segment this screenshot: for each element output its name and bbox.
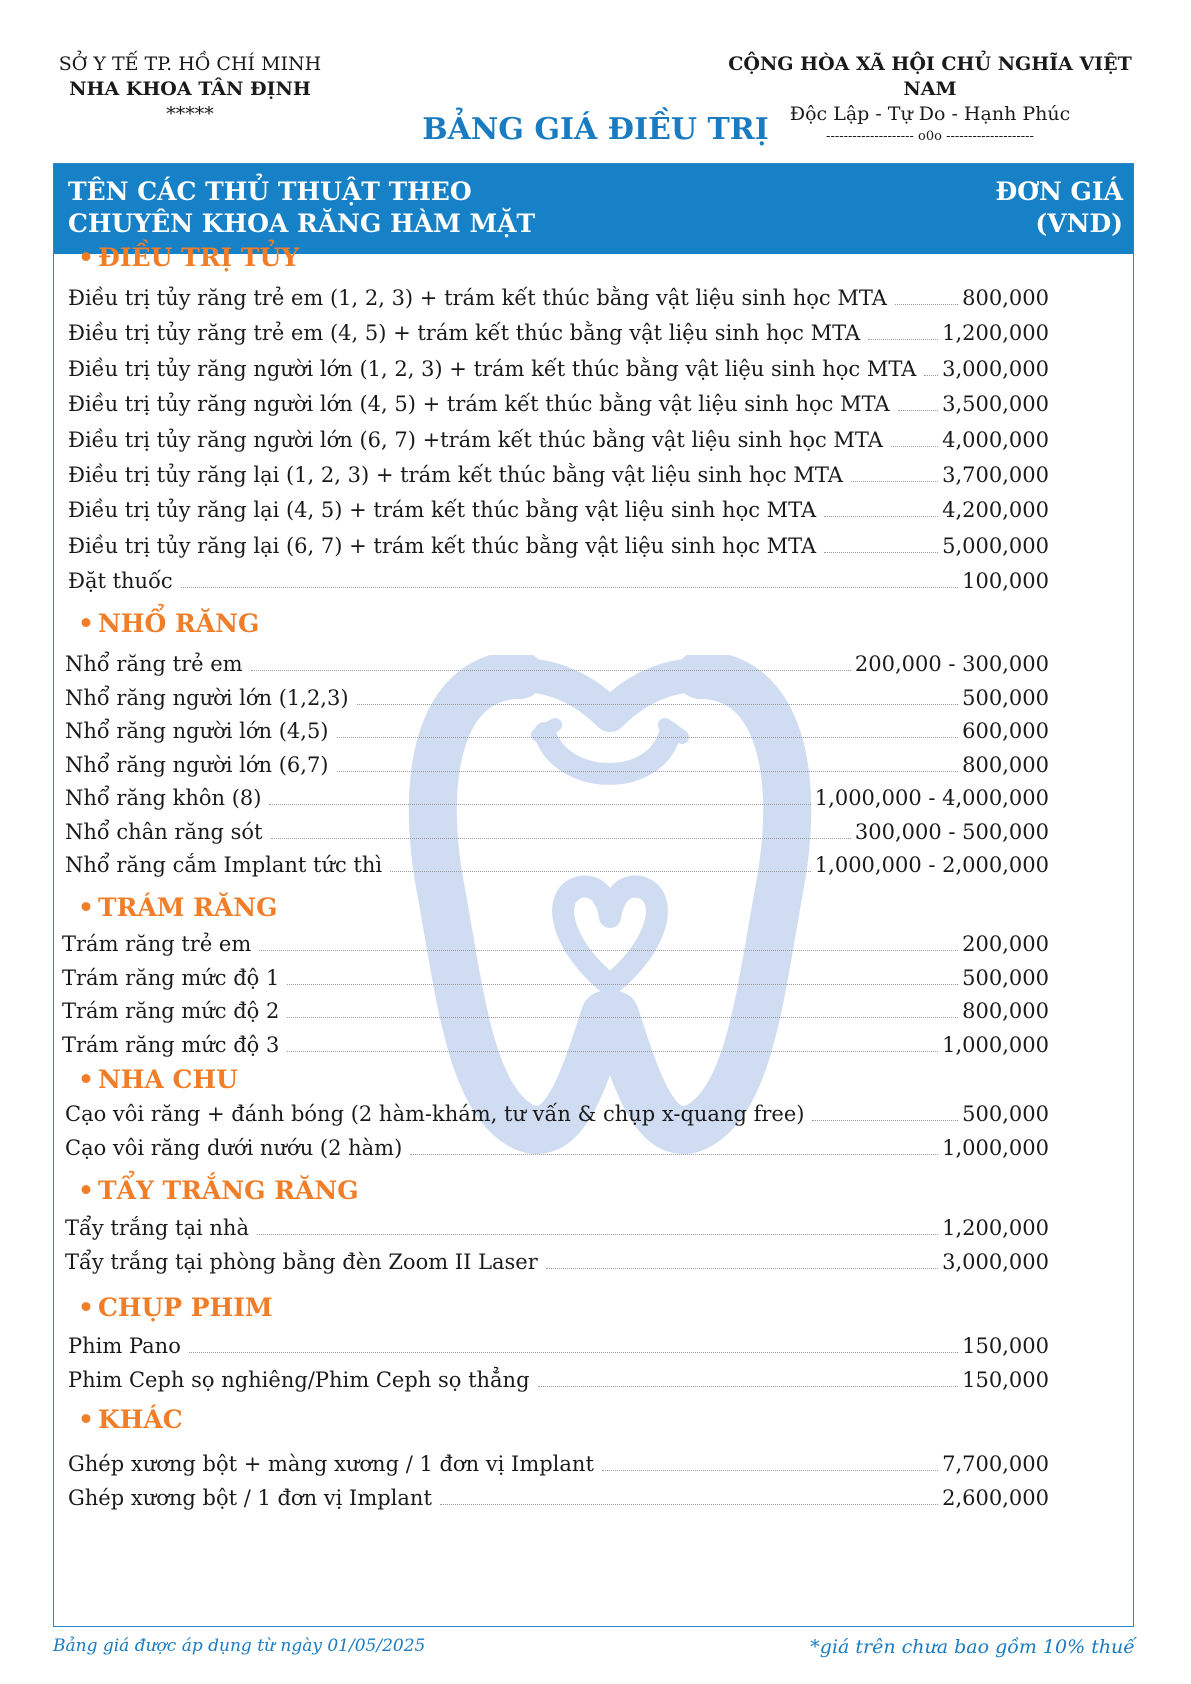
price-row bbox=[65, 848, 1049, 878]
price-row bbox=[68, 564, 1049, 594]
procedure-name: Trám răng mức độ 3 bbox=[62, 1032, 280, 1057]
dot-leader bbox=[824, 516, 938, 517]
procedure-name: Nhổ răng người lớn (6,7) bbox=[65, 752, 329, 777]
procedure-name: Điều trị tủy răng người lớn (4, 5) + trám kết thúc bằng vật liệu sinh học MTA bbox=[68, 392, 890, 417]
procedure-price: 3,000,000 bbox=[942, 1249, 1049, 1274]
section-title-text: KHÁC bbox=[97, 1405, 183, 1434]
section-title-text: CHỤP PHIM bbox=[97, 1293, 273, 1322]
dot-leader bbox=[812, 1120, 958, 1121]
section-title bbox=[78, 1065, 238, 1094]
bullet-icon: • bbox=[78, 1065, 94, 1094]
procedure-price: 500,000 bbox=[962, 685, 1049, 710]
procedure-price: 5,000,000 bbox=[942, 533, 1049, 558]
procedure-name: Nhổ răng khôn (8) bbox=[65, 786, 262, 810]
price-header-line1: ĐƠN GIÁ bbox=[995, 177, 1123, 206]
price-row bbox=[68, 1329, 1049, 1359]
procedure-price: 4,000,000 bbox=[942, 427, 1049, 452]
department-name: SỞ Y TẾ TP. HỒ CHÍ MINH bbox=[58, 53, 322, 75]
procedure-price: 1,000,000 bbox=[942, 1135, 1049, 1160]
procedure-price: 150,000 bbox=[962, 1334, 1049, 1358]
dot-leader bbox=[251, 670, 851, 671]
procedure-price: 1,000,000 - 4,000,000 bbox=[814, 786, 1049, 810]
procedure-header-line2: CHUYÊN KHOA RĂNG HÀM MẶT bbox=[68, 209, 536, 238]
section-title-text: ĐIỀU TRỊ TỦY bbox=[97, 243, 300, 272]
price-row bbox=[65, 714, 1049, 744]
procedure-price: 7,700,000 bbox=[942, 1452, 1049, 1476]
procedure-name: Nhổ răng cắm Implant tức thì bbox=[65, 853, 383, 877]
section-title bbox=[78, 243, 299, 272]
dot-leader bbox=[891, 446, 938, 447]
procedure-price: 200,000 - 300,000 bbox=[854, 652, 1049, 676]
dot-leader bbox=[895, 304, 958, 305]
procedure-price: 500,000 bbox=[962, 1102, 1049, 1126]
procedure-price: 1,200,000 bbox=[942, 321, 1049, 346]
procedure-price: 150,000 bbox=[962, 1367, 1049, 1392]
section-title-text: NHA CHU bbox=[97, 1065, 238, 1094]
dot-leader bbox=[868, 339, 938, 340]
price-row bbox=[68, 458, 1049, 488]
clinic-name: NHA KHOA TÂN ĐỊNH bbox=[69, 78, 311, 100]
price-row bbox=[62, 961, 1049, 991]
procedure-price: 3,000,000 bbox=[942, 356, 1049, 381]
price-row bbox=[65, 748, 1049, 778]
price-row bbox=[65, 681, 1049, 711]
dot-leader bbox=[851, 481, 938, 482]
price-row bbox=[68, 1363, 1049, 1393]
dot-leader bbox=[390, 871, 811, 872]
procedure-price: 3,500,000 bbox=[942, 392, 1049, 417]
procedure-price: 500,000 bbox=[962, 965, 1049, 990]
dot-leader bbox=[287, 984, 958, 985]
price-row bbox=[65, 1131, 1049, 1161]
dot-leader bbox=[271, 838, 851, 839]
tax-note: *giá trên chưa bao gồm 10% thuế bbox=[810, 1636, 1135, 1658]
header-stars: ***** bbox=[166, 103, 214, 125]
price-row bbox=[65, 815, 1049, 845]
section-title-text: NHỔ RĂNG bbox=[97, 609, 260, 638]
header-divider: -------------------- o0o -------------------- bbox=[826, 129, 1034, 144]
price-row bbox=[62, 927, 1049, 957]
procedure-price: 800,000 bbox=[962, 286, 1049, 310]
country-name: CỘNG HÒA XÃ HỘI CHỦ NGHĨA VIỆT NAM bbox=[728, 53, 1132, 100]
page-title: BẢNG GIÁ ĐIỀU TRỊ bbox=[422, 112, 769, 147]
section-title bbox=[78, 1405, 183, 1434]
price-row bbox=[68, 493, 1049, 523]
procedure-name: Trám răng mức độ 2 bbox=[62, 999, 280, 1023]
procedure-name: Tẩy trắng tại phòng bằng đèn Zoom II Laser bbox=[65, 1249, 538, 1274]
dot-leader bbox=[287, 1051, 938, 1052]
procedure-name: Nhổ răng trẻ em bbox=[65, 652, 243, 676]
price-row bbox=[65, 1097, 1049, 1127]
bullet-icon: • bbox=[78, 1293, 94, 1322]
bullet-icon: • bbox=[78, 893, 94, 922]
procedure-name: Phim Pano bbox=[68, 1334, 181, 1358]
procedure-name: Cạo vôi răng dưới nướu (2 hàm) bbox=[65, 1135, 403, 1160]
dot-leader bbox=[337, 737, 959, 738]
procedure-name: Điều trị tủy răng lại (1, 2, 3) + trám kết thúc bằng vật liệu sinh học MTA bbox=[68, 463, 843, 487]
section-title-text: TRÁM RĂNG bbox=[97, 893, 278, 922]
procedure-price: 800,000 bbox=[962, 752, 1049, 777]
procedure-price: 3,700,000 bbox=[942, 463, 1049, 487]
dot-leader bbox=[898, 410, 938, 411]
price-row bbox=[68, 352, 1049, 382]
procedure-price: 300,000 - 500,000 bbox=[854, 819, 1049, 844]
procedure-name: Nhổ răng người lớn (4,5) bbox=[65, 719, 329, 743]
section-title bbox=[78, 1176, 359, 1205]
price-row bbox=[65, 781, 1049, 811]
dot-leader bbox=[287, 1017, 958, 1018]
procedure-price: 1,200,000 bbox=[942, 1216, 1049, 1240]
dot-leader bbox=[538, 1386, 959, 1387]
procedure-name: Trám răng trẻ em bbox=[62, 932, 252, 956]
price-row bbox=[68, 1481, 1049, 1511]
procedure-name: Điều trị tủy răng trẻ em (4, 5) + trám kết thúc bằng vật liệu sinh học MTA bbox=[68, 321, 861, 346]
dot-leader bbox=[259, 950, 958, 951]
procedure-name: Tẩy trắng tại nhà bbox=[65, 1216, 249, 1240]
procedure-header-line1: TÊN CÁC THỦ THUẬT THEO bbox=[68, 177, 472, 206]
procedure-name: Điều trị tủy răng người lớn (1, 2, 3) + trám kết thúc bằng vật liệu sinh học MTA bbox=[68, 356, 917, 381]
price-row bbox=[68, 281, 1049, 311]
dot-leader bbox=[189, 1352, 958, 1353]
dot-leader bbox=[181, 587, 958, 588]
procedure-price: 1,000,000 bbox=[942, 1032, 1049, 1057]
procedure-name: Điều trị tủy răng trẻ em (1, 2, 3) + trám kết thúc bằng vật liệu sinh học MTA bbox=[68, 286, 887, 310]
price-row bbox=[62, 994, 1049, 1024]
effective-date-note: Bảng giá được áp dụng từ ngày 01/05/2025 bbox=[53, 1636, 426, 1656]
dot-leader bbox=[440, 1504, 938, 1505]
dot-leader bbox=[257, 1234, 938, 1235]
section-title bbox=[78, 893, 278, 922]
procedure-name: Ghép xương bột + màng xương / 1 đơn vị Implant bbox=[68, 1452, 594, 1476]
bullet-icon: • bbox=[78, 243, 94, 272]
procedure-name: Đặt thuốc bbox=[68, 569, 173, 594]
procedure-name: Điều trị tủy răng lại (6, 7) + trám kết thúc bằng vật liệu sinh học MTA bbox=[68, 533, 817, 558]
price-row bbox=[68, 316, 1049, 346]
section-title bbox=[78, 609, 259, 638]
procedure-name: Nhổ răng người lớn (1,2,3) bbox=[65, 685, 349, 710]
procedure-name: Ghép xương bột / 1 đơn vị Implant bbox=[68, 1485, 432, 1510]
price-row bbox=[62, 1028, 1049, 1058]
procedure-name: Trám răng mức độ 1 bbox=[62, 965, 280, 990]
procedure-price: 200,000 bbox=[962, 932, 1049, 956]
dot-leader bbox=[824, 552, 938, 553]
price-row bbox=[68, 423, 1049, 453]
price-row bbox=[65, 1245, 1049, 1275]
dot-leader bbox=[602, 1470, 938, 1471]
procedure-price: 600,000 bbox=[962, 719, 1049, 743]
dot-leader bbox=[410, 1154, 938, 1155]
dot-leader bbox=[546, 1268, 938, 1269]
price-row bbox=[68, 529, 1049, 559]
procedure-price: 4,200,000 bbox=[942, 498, 1049, 523]
bullet-icon: • bbox=[78, 609, 94, 638]
bullet-icon: • bbox=[78, 1405, 94, 1434]
procedure-price: 100,000 bbox=[962, 569, 1049, 594]
price-row bbox=[65, 1211, 1049, 1241]
procedure-name: Nhổ chân răng sót bbox=[65, 819, 263, 844]
procedure-price: 1,000,000 - 2,000,000 bbox=[814, 853, 1049, 877]
procedure-price: 2,600,000 bbox=[942, 1485, 1049, 1510]
dot-leader bbox=[337, 771, 959, 772]
bullet-icon: • bbox=[78, 1176, 94, 1205]
section-title-text: TẨY TRẮNG RĂNG bbox=[97, 1176, 359, 1205]
procedure-name: Phim Ceph sọ nghiêng/Phim Ceph sọ thẳng bbox=[68, 1367, 530, 1392]
procedure-price: 800,000 bbox=[962, 999, 1049, 1023]
price-row bbox=[68, 387, 1049, 417]
motto: Độc Lập - Tự Do - Hạnh Phúc bbox=[789, 103, 1071, 125]
dot-leader bbox=[269, 804, 810, 805]
price-header-line2: (VND) bbox=[1035, 209, 1123, 238]
procedure-name: Điều trị tủy răng người lớn (6, 7) +trám kết thúc bằng vật liệu sinh học MTA bbox=[68, 427, 883, 452]
section-title bbox=[78, 1293, 273, 1322]
price-row bbox=[68, 1447, 1049, 1477]
price-row bbox=[65, 647, 1049, 677]
dot-leader bbox=[357, 704, 959, 705]
procedure-name: Điều trị tủy răng lại (4, 5) + trám kết thúc bằng vật liệu sinh học MTA bbox=[68, 498, 817, 523]
dot-leader bbox=[924, 375, 938, 376]
procedure-name: Cạo vôi răng + đánh bóng (2 hàm-khám, tư vấn & chụp x-quang free) bbox=[65, 1102, 805, 1126]
